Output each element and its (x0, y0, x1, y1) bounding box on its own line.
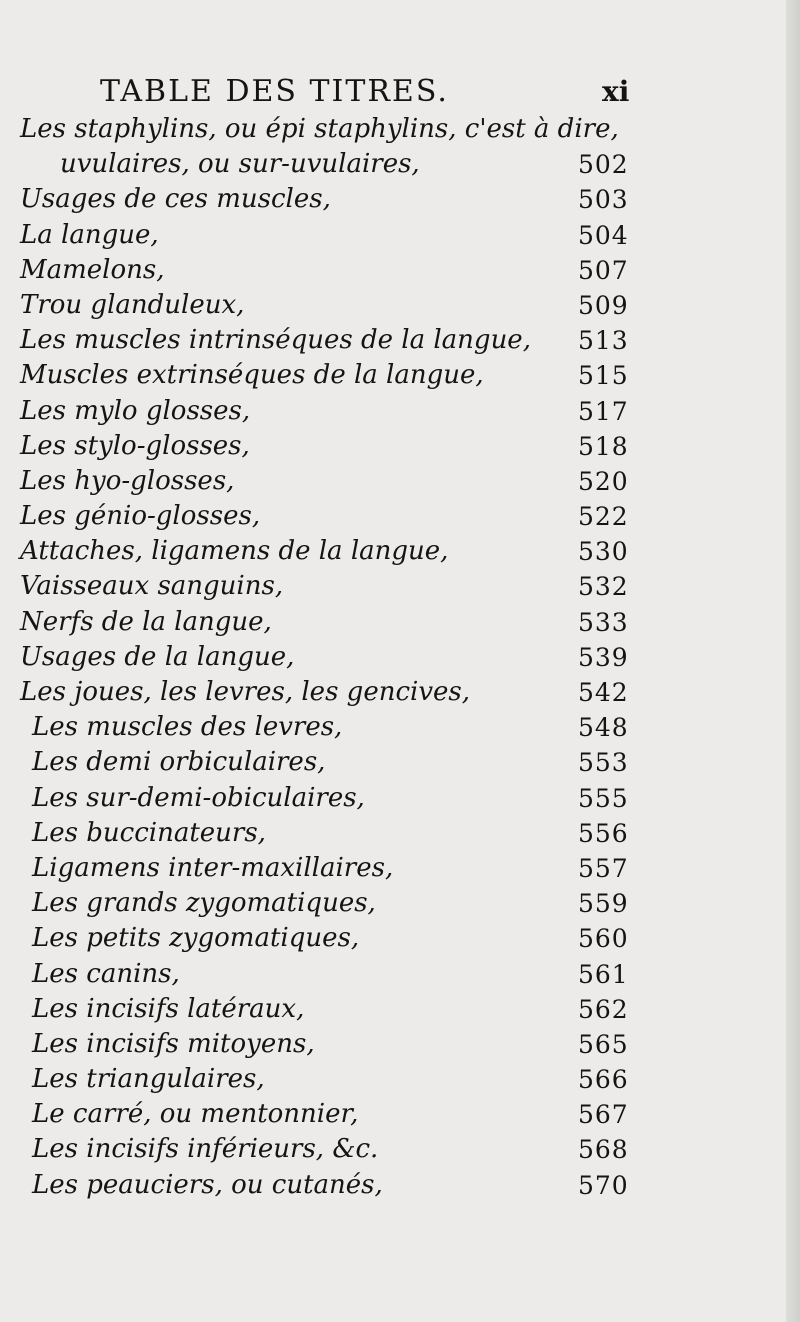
toc-entry (0, 1132, 800, 1167)
toc-entry (0, 710, 800, 745)
toc-entry-page: 530 (578, 537, 629, 567)
toc-entry-title: Les sur-demi-obiculaires, (32, 782, 365, 813)
toc-entry (0, 675, 800, 710)
toc-entry (0, 253, 800, 288)
toc-entry-title: Attaches, ligamens de la langue, (20, 536, 449, 567)
toc-entry-title: Les muscles des levres, (32, 712, 343, 743)
toc-entry-page: 560 (578, 924, 629, 954)
toc-entry (0, 781, 800, 816)
toc-entry-page: 561 (578, 959, 629, 989)
toc-entry-page: 553 (578, 748, 629, 778)
toc-entry (0, 816, 800, 851)
toc-entry (0, 851, 800, 886)
toc-entry-title: Ligamens inter-maxillaires, (32, 852, 394, 883)
toc-entry-page: 557 (578, 853, 629, 883)
toc-entry-page: 567 (578, 1100, 629, 1130)
toc-entry (0, 323, 800, 358)
toc-entry-title: Les joues, les levres, les gencives, (20, 677, 471, 707)
toc-entry-page: 562 (578, 994, 629, 1024)
toc-entry-page: 522 (578, 502, 629, 532)
toc-entry-page: 565 (578, 1029, 629, 1059)
toc-entry-page: 507 (578, 255, 629, 285)
toc-entry-page: 566 (578, 1065, 629, 1095)
toc-entry-title: uvulaires, ou sur-uvulaires, (60, 149, 420, 180)
toc-entry (0, 499, 800, 534)
toc-entry-title: Le carré, ou mentonnier, (32, 1099, 359, 1130)
toc-entry (0, 569, 800, 604)
toc-entry (0, 464, 800, 499)
toc-entry-page: 533 (578, 607, 629, 637)
toc-entry-page: 548 (578, 713, 629, 743)
toc-entry-title: Muscles extrinséques de la langue, (20, 360, 484, 391)
toc-entry-page: 502 (578, 150, 629, 180)
toc-entry-page: 555 (578, 783, 629, 813)
toc-entry-title: Les génio-glosses, (20, 501, 261, 532)
toc-entry-page: 568 (578, 1135, 629, 1165)
toc-entry-title: Les peauciers, ou cutanés, (32, 1169, 383, 1200)
toc-entry (0, 358, 800, 393)
toc-entry-title: Les hyo-glosses, (20, 465, 235, 496)
toc-entry-title: Les muscles intrinséques de la langue, (20, 325, 531, 356)
toc-entry-title: Les staphylins, ou épi staphylins, c'est à dire, (20, 114, 619, 144)
toc-entry (0, 1097, 800, 1132)
toc-entry (0, 992, 800, 1027)
toc-entry-title: Les stylo-glosses, (20, 430, 250, 461)
toc-entry (0, 1027, 800, 1062)
toc-entry-title: Les mylo glosses, (20, 395, 251, 426)
toc-entry-title: Usages de ces muscles, (20, 184, 331, 215)
toc-entry-page: 532 (578, 572, 629, 602)
toc-entry-page: 513 (578, 326, 629, 356)
toc-entry-title: Trou glanduleux, (20, 289, 245, 320)
toc-entry (0, 218, 800, 253)
toc-entry (0, 640, 800, 675)
toc-entry-title: Nerfs de la langue, (20, 606, 272, 637)
toc-entry-title: Les incisifs mitoyens, (32, 1028, 315, 1059)
toc-entry-title: Usages de la langue, (20, 641, 295, 672)
toc-entry-title: Les incisifs inférieurs, &c. (32, 1134, 379, 1165)
toc-entry (0, 886, 800, 921)
toc-entry-page: 509 (578, 290, 629, 320)
toc-entry-title: Les triangulaires, (32, 1064, 265, 1095)
toc-entry (0, 1168, 800, 1203)
toc-entry-title: Les grands zygomatiques, (32, 888, 376, 919)
toc-entry (0, 534, 800, 569)
toc-entry-title: Mamelons, (20, 254, 165, 285)
toc-entry-title: Les petits zygomatiques, (32, 923, 360, 954)
toc-entry-title: Les incisifs latéraux, (32, 993, 305, 1024)
toc-entry-page: 520 (578, 466, 629, 496)
toc-entry (0, 288, 800, 323)
table-of-contents-list (0, 112, 800, 1203)
toc-entry-page: 539 (578, 642, 629, 672)
toc-entry (0, 605, 800, 640)
toc-entry-title: Les canins, (32, 958, 180, 989)
toc-entry (0, 147, 800, 182)
folio-number: xi (602, 75, 630, 108)
running-title: TABLE DES TITRES. (100, 74, 449, 109)
toc-entry-page: 503 (578, 185, 629, 215)
toc-entry-title: La langue, (20, 219, 159, 250)
toc-entry (0, 394, 800, 429)
toc-entry-page: 515 (578, 361, 629, 391)
toc-entry (0, 1062, 800, 1097)
toc-entry-page: 517 (578, 396, 629, 426)
toc-entry-page: 559 (578, 889, 629, 919)
toc-entry-page: 542 (578, 678, 629, 707)
toc-entry-page: 556 (578, 818, 629, 848)
toc-entry-page: 570 (578, 1170, 629, 1200)
toc-entry (0, 429, 800, 464)
toc-entry (0, 745, 800, 780)
toc-entry-page: 518 (578, 431, 629, 461)
toc-entry (0, 112, 800, 147)
toc-entry (0, 957, 800, 992)
toc-entry-title: Vaisseaux sanguins, (20, 571, 284, 602)
toc-entry (0, 921, 800, 956)
toc-entry-page: 504 (578, 220, 629, 250)
toc-entry (0, 182, 800, 217)
toc-entry-title: Les demi orbiculaires, (32, 747, 326, 778)
toc-entry-title: Les buccinateurs, (32, 817, 266, 848)
